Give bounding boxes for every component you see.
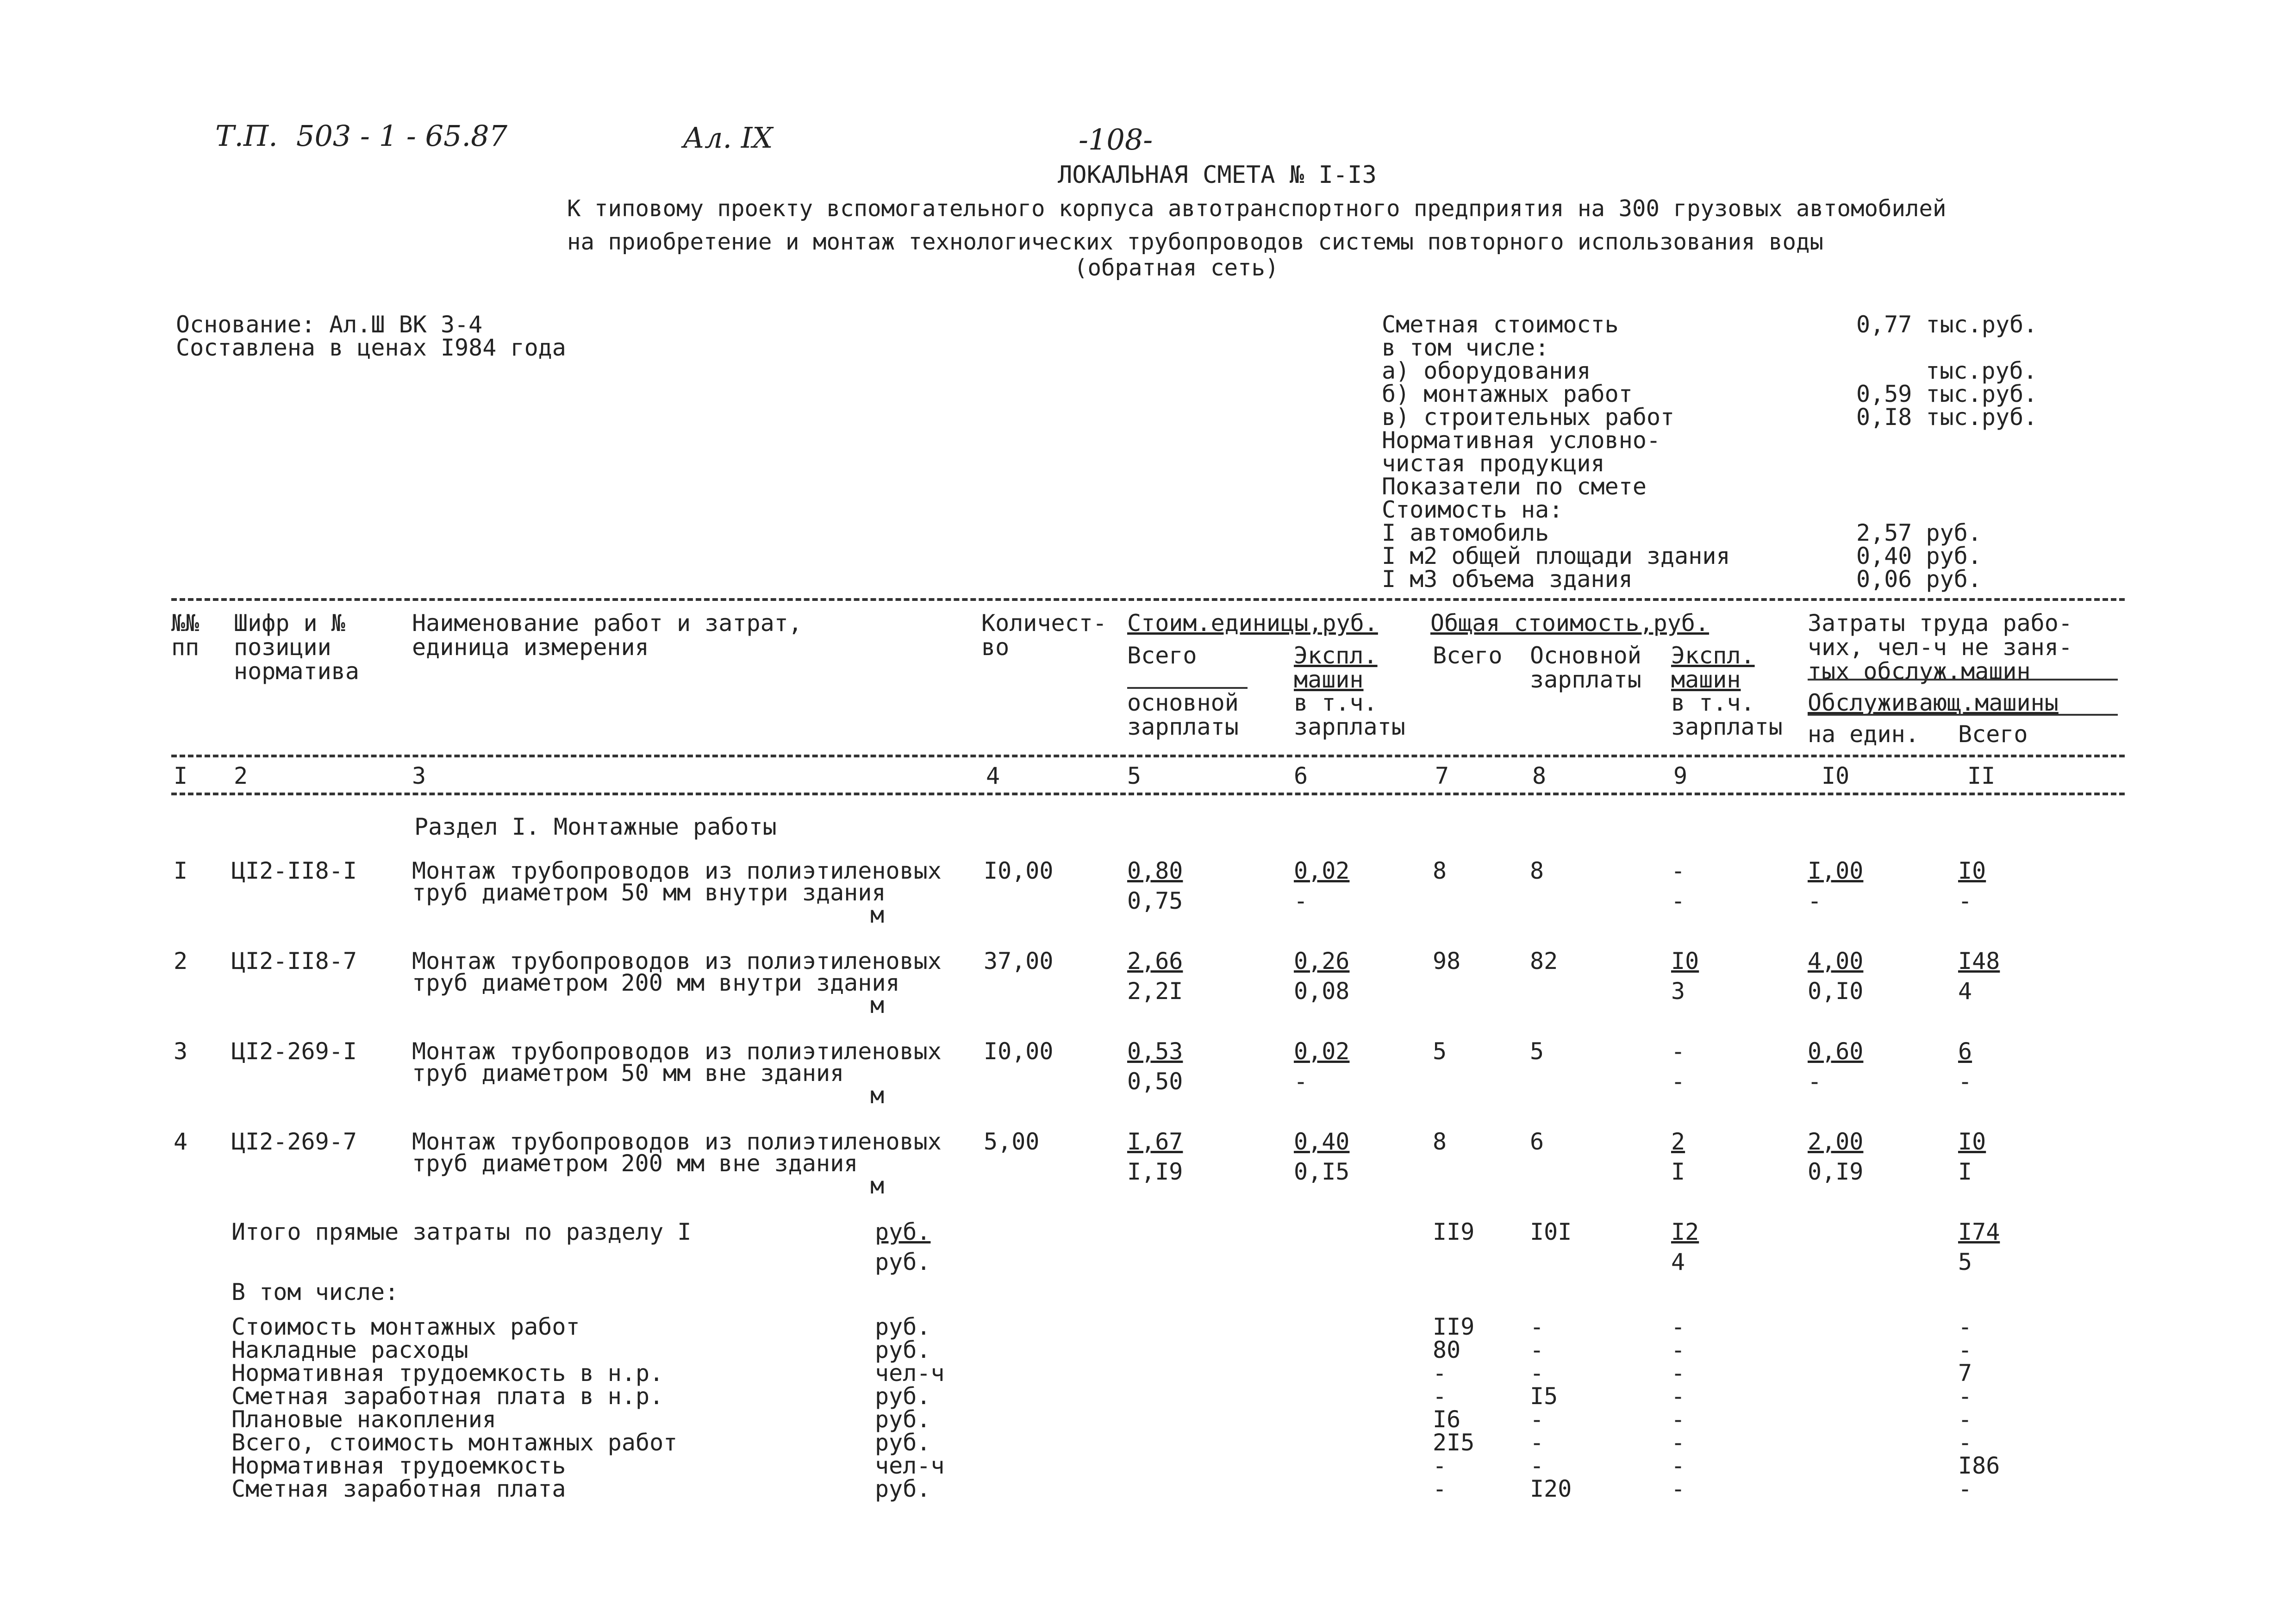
table-row-labor-total: I0 [1958,857,1986,884]
breakdown-total: - [1433,1360,1447,1387]
table-row-unit-mach: 0,40 [1294,1128,1350,1155]
col-header-total-mach: Экспл. машин [1671,642,1755,693]
table-row-total: 8 [1433,1128,1447,1155]
summary-label: а) оборудования [1382,357,1591,384]
breakdown-labor: - [1958,1337,1972,1363]
col-number: 9 [1673,762,1688,789]
breakdown-label: Сметная заработная плата в н.р. [231,1383,664,1410]
summary-label: Сметная стоимость [1382,311,1619,338]
totals-mach-wage: 4 [1671,1249,1685,1275]
table-row-code: ЦI2-II8-I [231,857,357,884]
col-number: 7 [1435,762,1449,789]
col-number: 2 [234,762,248,789]
summary-label: в том числе: [1382,334,1549,361]
table-row-unit-wage: 0,75 [1127,887,1183,914]
breakdown-labor: - [1958,1475,1972,1502]
col-header-qty: Количест- во [981,610,1107,661]
summary-label: Показатели по смете [1382,473,1647,500]
breakdown-unit: руб. [875,1383,931,1410]
basis-line-2: Составлена в ценах I984 года [176,334,566,361]
breakdown-wage: - [1530,1360,1544,1387]
breakdown-total: 80 [1433,1337,1461,1363]
table-row-unit-mach: 0,02 [1294,857,1350,884]
table-row-total-mach: I0 [1671,948,1699,974]
breakdown-wage: - [1530,1337,1544,1363]
totals-including: В том числе: [231,1279,399,1305]
breakdown-wage: - [1530,1406,1544,1433]
breakdown-label: Нормативная трудоемкость [231,1452,566,1479]
page-number: -108- [1079,123,1153,156]
breakdown-label: Сметная заработная плата [231,1475,566,1502]
table-row-total-wage: 82 [1530,948,1558,974]
summary-label: I автомобиль [1382,519,1549,546]
breakdown-mach: - [1671,1383,1685,1410]
table-row-total-wage: 5 [1530,1038,1544,1065]
labor-sub-rule [1808,714,2118,716]
table-row-name: труб диаметром 50 мм внутри здания [412,879,886,906]
table-row-total-mach-wage: - [1671,1068,1685,1095]
breakdown-wage: I5 [1530,1383,1558,1410]
breakdown-total: - [1433,1383,1447,1410]
table-row-name: Монтаж трубопроводов из полиэтиленовых [412,1038,942,1065]
breakdown-wage: I20 [1530,1475,1572,1502]
col-group-labor-sub: Обслуживающ.машины [1808,689,2059,716]
table-row-labor-unit-b: - [1808,1068,1822,1095]
table-row-labor-unit: I,00 [1808,857,1864,884]
table-row-total-mach-wage: I [1671,1158,1685,1185]
table-row-total: 5 [1433,1038,1447,1065]
table-row-total-mach: - [1671,857,1685,884]
col-header-num: №№ пп [171,610,200,661]
table-row-total-mach: - [1671,1038,1685,1065]
breakdown-wage: - [1530,1313,1544,1340]
breakdown-labor: - [1958,1429,1972,1456]
table-row-unit-cost: 0,53 [1127,1038,1183,1065]
summary-label: в) строительных работ [1382,404,1675,431]
summary-value: 0,77 тыс.руб. [1856,311,2038,338]
breakdown-mach: - [1671,1475,1685,1502]
col-header-unit-total: Всего [1127,642,1197,669]
table-row-labor-unit: 4,00 [1808,948,1864,974]
col-header-unit-mach: Экспл. машин [1294,642,1378,693]
table-row-unit-wage: 0,50 [1127,1068,1183,1095]
col-number: 8 [1532,762,1547,789]
breakdown-unit: руб. [875,1406,931,1433]
totals-unit-b: руб. [875,1249,931,1275]
breakdown-unit: чел-ч [875,1360,945,1387]
breakdown-labor: - [1958,1313,1972,1340]
album-label: Ал. IX [683,121,773,155]
table-row-unit-mach: 0,02 [1294,1038,1350,1065]
breakdown-label: Стоимость монтажных работ [231,1313,580,1340]
breakdown-unit: чел-ч [875,1452,945,1479]
breakdown-mach: - [1671,1406,1685,1433]
table-row-labor-total-b: - [1958,887,1972,914]
summary-value: тыс.руб. [1926,357,2037,384]
totals-unit: руб. [875,1218,931,1245]
col-header-name: Наименование работ и затрат, единица измерения [412,610,802,661]
totals-mach: I2 [1671,1218,1699,1245]
table-row-unit: м [870,992,885,1018]
summary-label: чистая продукция [1382,450,1605,477]
totals-label: Итого прямые затраты по разделу I [231,1218,692,1245]
col-group-total-cost: Общая стоимость,руб. [1430,610,1710,637]
table-row-labor-total-b: - [1958,1068,1972,1095]
summary-value: 0,I8 тыс.руб. [1856,404,2038,431]
table-top-rule [171,598,2125,601]
numbers-bottom-rule [171,793,2125,795]
table-row-qty: 37,00 [984,948,1054,974]
col-header-total: Всего [1433,642,1503,669]
col-header-per-unit: на един. [1808,721,1919,748]
totals-wage: I0I [1530,1218,1572,1245]
table-row-name: Монтаж трубопроводов из полиэтиленовых [412,1128,942,1155]
totals-labor: I74 [1958,1218,2000,1245]
table-row-unit-cost: 2,66 [1127,948,1183,974]
table-row-total: 98 [1433,948,1461,974]
table-row-name: труб диаметром 200 мм внутри здания [412,969,900,996]
col-group-labor: Затраты труда рабо- чих, чел-ч не заня- тых обслуж.машин [1808,610,2072,685]
breakdown-labor: I86 [1958,1452,2000,1479]
col-header-total-mach-wage: в т.ч. зарплаты [1671,689,1783,740]
breakdown-total: - [1433,1475,1447,1502]
table-row-total-mach-wage: 3 [1671,978,1685,1005]
document-title: ЛОКАЛЬНАЯ СМЕТА № I-I3 [1058,161,1377,189]
table-row-labor-total: 6 [1958,1038,1972,1065]
basis-line-1: Основание: Ал.Ш ВК 3-4 [176,311,483,338]
table-row-code: ЦI2-269-I [231,1038,357,1065]
breakdown-unit: руб. [875,1337,931,1363]
table-row-labor-unit-b: - [1808,887,1822,914]
table-row-total-wage: 8 [1530,857,1544,884]
table-row-total-mach: 2 [1671,1128,1685,1155]
summary-label: Нормативная условно- [1382,427,1661,454]
table-row-unit: м [870,1172,885,1199]
breakdown-mach: - [1671,1452,1685,1479]
table-row-num: 3 [174,1038,188,1065]
subtitle-line-1: К типовому проекту вспомогательного корпуса автотранспортного предприятия на 300 грузовых автомобилей [567,195,1947,222]
subtitle-line-3: (обратная сеть) [1074,255,1279,281]
col-header-labor-total: Всего [1958,721,2028,748]
table-row-qty: I0,00 [984,857,1054,884]
col-header-unit-mach-wage: в т.ч. зарплаты [1294,689,1405,740]
breakdown-label: Нормативная трудоемкость в н.р. [231,1360,664,1387]
breakdown-wage: - [1530,1429,1544,1456]
breakdown-total: I6 [1433,1406,1461,1433]
summary-label: б) монтажных работ [1382,381,1633,407]
breakdown-total: 2I5 [1433,1429,1475,1456]
table-row-labor-total: I48 [1958,948,2000,974]
tp-label: Т.П. [215,119,278,153]
table-row-name: Монтаж трубопроводов из полиэтиленовых [412,857,942,884]
table-row-name: труб диаметром 200 мм вне здания [412,1150,858,1177]
table-row-name: труб диаметром 50 мм вне здания [412,1060,844,1087]
col-number: II [1967,762,1996,789]
breakdown-labor: 7 [1958,1360,1972,1387]
tp-code: 503 - 1 - 65.87 [296,119,508,153]
subtitle-line-2: на приобретение и монтаж технологических трубопроводов системы повторного использования воды [567,229,1824,255]
table-row-unit-cost: I,67 [1127,1128,1183,1155]
breakdown-total: - [1433,1452,1447,1479]
breakdown-unit: руб. [875,1475,931,1502]
table-row-labor-unit: 0,60 [1808,1038,1864,1065]
table-row-unit-cost: 0,80 [1127,857,1183,884]
col-header-total-wage: Основной зарплаты [1530,642,1641,693]
totals-labor-b: 5 [1958,1249,1972,1275]
header-bottom-rule [171,755,2125,757]
col-header-unit-wage: основной зарплаты [1127,689,1239,740]
summary-value: 0,06 руб. [1856,566,1982,593]
breakdown-label: Плановые накопления [231,1406,496,1433]
breakdown-label: Всего, стоимость монтажных работ [231,1429,678,1456]
col-header-code: Шифр и № позиции норматива [234,610,359,685]
summary-label: Стоимость на: [1382,496,1563,523]
col-number: I [174,762,188,789]
breakdown-labor: - [1958,1406,1972,1433]
summary-value: 0,59 тыс.руб. [1856,381,2038,407]
table-row-unit: м [870,1082,885,1109]
table-row-unit-mach-wage: 0,I5 [1294,1158,1350,1185]
totals-total: II9 [1433,1218,1475,1245]
table-row-num: I [174,857,188,884]
col-number: 4 [986,762,1000,789]
breakdown-label: Накладные расходы [231,1337,468,1363]
summary-label: I м3 объема здания [1382,566,1633,593]
table-row-unit-mach-wage: - [1294,1068,1308,1095]
table-row-qty: I0,00 [984,1038,1054,1065]
col-number: I0 [1822,762,1850,789]
table-row-labor-total-b: I [1958,1158,1972,1185]
table-row-code: ЦI2-II8-7 [231,948,357,974]
section-title: Раздел I. Монтажные работы [414,813,777,840]
table-row-num: 4 [174,1128,188,1155]
table-row-labor-unit-b: 0,I0 [1808,978,1864,1005]
table-row-labor-unit: 2,00 [1808,1128,1864,1155]
table-row-total-wage: 6 [1530,1128,1544,1155]
table-row-unit-wage: I,I9 [1127,1158,1183,1185]
col-number: 6 [1294,762,1308,789]
summary-label: I м2 общей площади здания [1382,543,1730,569]
table-row-total: 8 [1433,857,1447,884]
col-group-unit-cost: Стоим.единицы,руб. [1127,610,1378,637]
table-row-unit-mach: 0,26 [1294,948,1350,974]
breakdown-mach: - [1671,1360,1685,1387]
breakdown-wage: - [1530,1452,1544,1479]
breakdown-mach: - [1671,1337,1685,1363]
table-row-unit: м [870,901,885,928]
breakdown-labor: - [1958,1383,1972,1410]
table-row-labor-unit-b: 0,I9 [1808,1158,1864,1185]
breakdown-unit: руб. [875,1429,931,1456]
table-row-name: Монтаж трубопроводов из полиэтиленовых [412,948,942,974]
col5-rule [1127,687,1248,689]
table-row-num: 2 [174,948,188,974]
labor-rule [1808,679,2118,681]
summary-value: 2,57 руб. [1856,519,1982,546]
table-row-unit-mach-wage: - [1294,887,1308,914]
col-number: 5 [1127,762,1142,789]
col-number: 3 [412,762,426,789]
summary-value: 0,40 руб. [1856,543,1982,569]
breakdown-mach: - [1671,1429,1685,1456]
table-row-total-mach-wage: - [1671,887,1685,914]
table-row-labor-total: I0 [1958,1128,1986,1155]
breakdown-total: II9 [1433,1313,1475,1340]
breakdown-unit: руб. [875,1313,931,1340]
table-row-unit-wage: 2,2I [1127,978,1183,1005]
table-row-labor-total-b: 4 [1958,978,1972,1005]
table-row-qty: 5,00 [984,1128,1040,1155]
table-row-code: ЦI2-269-7 [231,1128,357,1155]
table-row-unit-mach-wage: 0,08 [1294,978,1350,1005]
breakdown-mach: - [1671,1313,1685,1340]
